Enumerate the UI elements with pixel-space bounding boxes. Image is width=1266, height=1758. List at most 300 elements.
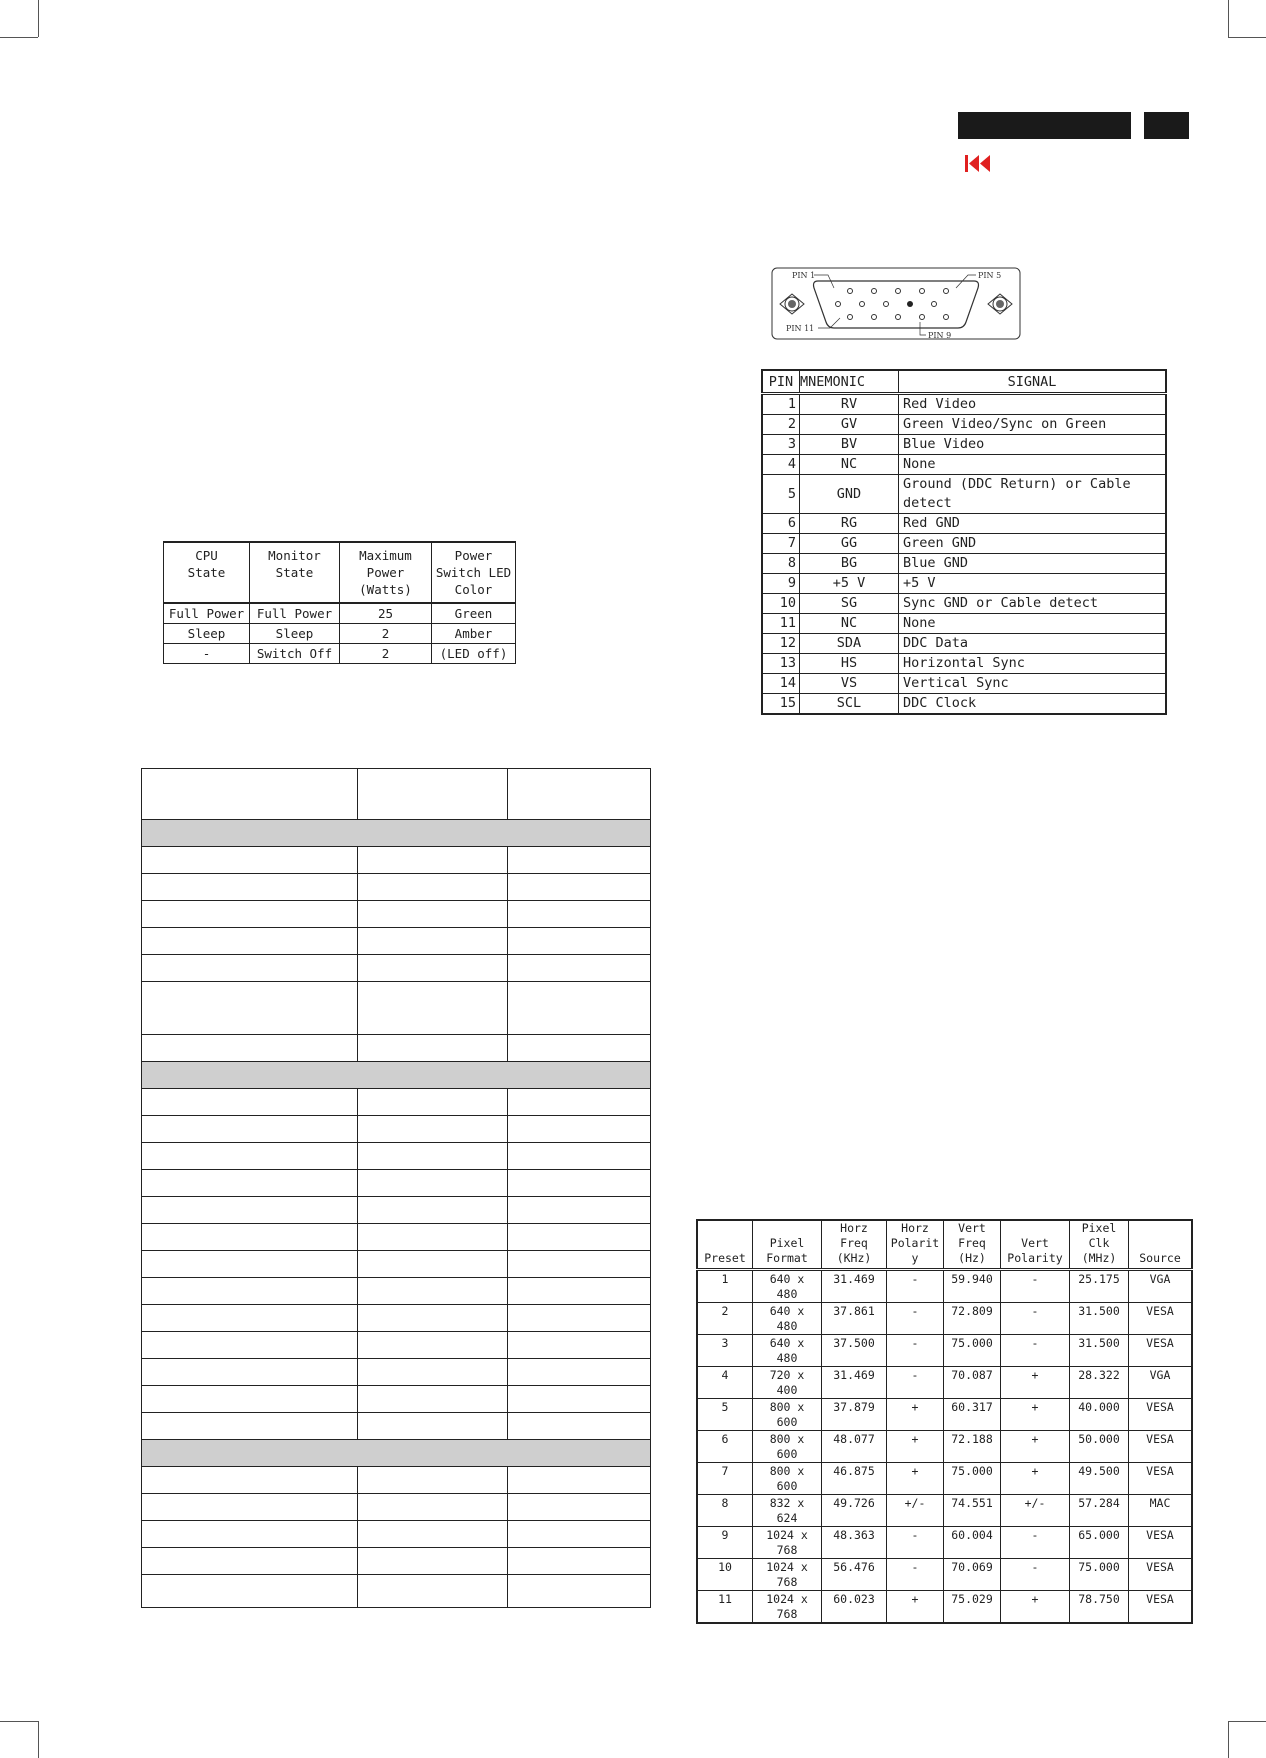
table-row (697, 1270, 1192, 1303)
table-cell (358, 1116, 508, 1143)
table-row (142, 1332, 651, 1359)
pin-signal: None (899, 614, 1167, 634)
timing-pixel-clk: 57.284 (1070, 1495, 1129, 1527)
table-row (697, 1335, 1192, 1367)
timing-horz-polarity: - (887, 1367, 944, 1399)
pin-signal: DDC Clock (899, 694, 1167, 715)
timing-horz-freq: 48.077 (822, 1431, 887, 1463)
table-cell (358, 1278, 508, 1305)
table-row (762, 514, 1166, 534)
table-row (762, 674, 1166, 694)
table-cell: 2 (340, 624, 432, 644)
table-cell (142, 1251, 358, 1278)
mount-hole-right (988, 294, 1012, 314)
table-row (142, 928, 651, 955)
timing-horz-polarity: + (887, 1431, 944, 1463)
crop-mark-bottom-left-h (0, 1721, 38, 1722)
table-row (762, 534, 1166, 554)
table-cell (142, 874, 358, 901)
pin-mnemonic: HS (800, 654, 899, 674)
timing-horz-polarity: + (887, 1591, 944, 1624)
table-cell (142, 1089, 358, 1116)
pin-number: 4 (762, 455, 800, 475)
table-row (142, 1143, 651, 1170)
timing-vert-freq: 75.000 (944, 1335, 1001, 1367)
table-cell (142, 1359, 358, 1386)
timing-horz-freq: 31.469 (822, 1270, 887, 1303)
table-row (762, 694, 1166, 715)
table-cell (508, 1548, 651, 1575)
timing-pixel-format: 720 x 400 (753, 1367, 822, 1399)
power-header-led-color: Power Switch LED Color (432, 542, 516, 603)
table-cell (142, 1332, 358, 1359)
table-cell: 25 (340, 603, 432, 624)
timing-vert-freq: 70.087 (944, 1367, 1001, 1399)
table-row (164, 644, 516, 664)
table-cell (508, 1359, 651, 1386)
table-cell: Switch Off (250, 644, 340, 664)
pin-header-pin: PIN (762, 370, 800, 394)
table-cell (508, 1413, 651, 1440)
timing-preset: 8 (697, 1495, 753, 1527)
table-cell (508, 1386, 651, 1413)
pin-mnemonic: RV (800, 394, 899, 415)
pin-mnemonic: SG (800, 594, 899, 614)
table-row (142, 1548, 651, 1575)
timing-pixel-format: 640 x 480 (753, 1335, 822, 1367)
skip-back-icon[interactable] (964, 154, 992, 173)
table-cell (358, 1413, 508, 1440)
table-row (697, 1431, 1192, 1463)
timing-source: VESA (1129, 1559, 1193, 1591)
timing-preset: 10 (697, 1559, 753, 1591)
table-cell (508, 928, 651, 955)
crop-mark-top-right-h (1228, 37, 1266, 38)
table-row (142, 769, 651, 820)
table-row (762, 475, 1166, 514)
table-cell (508, 1035, 651, 1062)
table-cell (142, 1035, 358, 1062)
table-row (142, 1170, 651, 1197)
timing-horz-freq: 37.879 (822, 1399, 887, 1431)
table-row (142, 982, 651, 1035)
timing-preset: 5 (697, 1399, 753, 1431)
pin-mnemonic: GG (800, 534, 899, 554)
pin-mnemonic: NC (800, 455, 899, 475)
table-cell (142, 982, 358, 1035)
pin-signal: Sync GND or Cable detect (899, 594, 1167, 614)
header-bar-page (1144, 112, 1189, 139)
crop-mark-top-right-v (1228, 0, 1229, 37)
timing-source: VESA (1129, 1303, 1193, 1335)
table-cell (508, 1116, 651, 1143)
timing-pixel-clk: 25.175 (1070, 1270, 1129, 1303)
table-row (142, 1386, 651, 1413)
table-cell (508, 1494, 651, 1521)
timing-preset: 7 (697, 1463, 753, 1495)
table-cell: Full Power (164, 603, 250, 624)
table-cell (508, 1251, 651, 1278)
pin-signal: Green GND (899, 534, 1167, 554)
timing-pixel-format: 1024 x 768 (753, 1527, 822, 1559)
table-cell (508, 1575, 651, 1608)
table-row (142, 1251, 651, 1278)
pin-number: 8 (762, 554, 800, 574)
table-cell (508, 769, 651, 820)
timing-source: VESA (1129, 1591, 1193, 1624)
timing-vert-freq: 74.551 (944, 1495, 1001, 1527)
table-row (142, 1278, 651, 1305)
table-row (762, 554, 1166, 574)
dsub-connector-diagram (770, 266, 1022, 342)
timing-header-horz-freq: Horz Freq (KHz) (822, 1220, 887, 1270)
pin-signal: Blue Video (899, 435, 1167, 455)
table-cell (142, 1197, 358, 1224)
section-band (142, 1440, 651, 1467)
timing-horz-freq: 49.726 (822, 1495, 887, 1527)
timing-vert-polarity: + (1001, 1463, 1070, 1495)
table-cell (142, 1386, 358, 1413)
power-header-max-power: Maximum Power (Watts) (340, 542, 432, 603)
table-row (762, 455, 1166, 475)
timing-horz-freq: 37.861 (822, 1303, 887, 1335)
timing-source: VGA (1129, 1270, 1193, 1303)
timing-preset: 11 (697, 1591, 753, 1624)
table-cell (142, 1413, 358, 1440)
timing-pixel-clk: 65.000 (1070, 1527, 1129, 1559)
pin-signal: Blue GND (899, 554, 1167, 574)
section-band (142, 820, 651, 847)
timing-source: VESA (1129, 1463, 1193, 1495)
table-cell (358, 1305, 508, 1332)
pin-mnemonic: NC (800, 614, 899, 634)
pin-signal: Red Video (899, 394, 1167, 415)
pin-mnemonic: SCL (800, 694, 899, 715)
table-cell (358, 1332, 508, 1359)
power-table-header (164, 542, 516, 603)
timing-pixel-clk: 28.322 (1070, 1367, 1129, 1399)
timing-vert-polarity: + (1001, 1431, 1070, 1463)
table-row (142, 847, 651, 874)
pin-signal: +5 V (899, 574, 1167, 594)
table-cell (142, 1305, 358, 1332)
table-row (762, 594, 1166, 614)
crop-mark-top-left-h (0, 37, 38, 38)
pin-number: 10 (762, 594, 800, 614)
timing-pixel-format: 1024 x 768 (753, 1559, 822, 1591)
table-cell (508, 1278, 651, 1305)
table-row (697, 1303, 1192, 1335)
pin-number: 6 (762, 514, 800, 534)
table-cell (358, 1197, 508, 1224)
timing-pixel-clk: 40.000 (1070, 1399, 1129, 1431)
timing-horz-freq: 37.500 (822, 1335, 887, 1367)
timing-pixel-format: 640 x 480 (753, 1303, 822, 1335)
table-cell (508, 1332, 651, 1359)
table-row (762, 415, 1166, 435)
pin-number: 14 (762, 674, 800, 694)
crop-mark-bottom-left-v (38, 1721, 39, 1758)
table-row (697, 1399, 1192, 1431)
timing-horz-polarity: - (887, 1559, 944, 1591)
table-cell (358, 1359, 508, 1386)
header-bar-title (958, 112, 1131, 139)
label-pin1: PIN 1 (792, 271, 816, 280)
timing-horz-freq: 56.476 (822, 1559, 887, 1591)
timing-vert-polarity: + (1001, 1591, 1070, 1624)
timing-source: VESA (1129, 1431, 1193, 1463)
table-cell (358, 901, 508, 928)
table-cell (142, 1494, 358, 1521)
pin-number: 13 (762, 654, 800, 674)
table-row (697, 1463, 1192, 1495)
timing-header-vert-polarity: Vert Polarity (1001, 1220, 1070, 1270)
table-cell (142, 847, 358, 874)
table-row (697, 1591, 1192, 1624)
timing-pixel-clk: 50.000 (1070, 1431, 1129, 1463)
timing-pixel-format: 800 x 600 (753, 1463, 822, 1495)
timing-vert-polarity: + (1001, 1399, 1070, 1431)
table-cell: - (164, 644, 250, 664)
timing-header-horz-polarity: Horz Polarit y (887, 1220, 944, 1270)
table-cell: Sleep (250, 624, 340, 644)
table-cell (142, 1548, 358, 1575)
table-row (164, 624, 516, 644)
table-row (142, 955, 651, 982)
table-row (762, 654, 1166, 674)
table-cell (142, 1575, 358, 1608)
pin-number: 3 (762, 435, 800, 455)
table-cell (508, 1143, 651, 1170)
table-cell (142, 769, 358, 820)
table-row (762, 634, 1166, 654)
table-cell: Green (432, 603, 516, 624)
power-header-monitor-state: Monitor State (250, 542, 340, 603)
timing-source: MAC (1129, 1495, 1193, 1527)
table-row (142, 901, 651, 928)
table-cell (358, 1386, 508, 1413)
power-management-table (163, 541, 516, 664)
pin-number: 12 (762, 634, 800, 654)
pin-signal: Red GND (899, 514, 1167, 534)
pin-number: 15 (762, 694, 800, 715)
pin-row-bottom (848, 315, 949, 320)
pin-signal: Vertical Sync (899, 674, 1167, 694)
timing-vert-polarity: - (1001, 1303, 1070, 1335)
table-cell (142, 955, 358, 982)
table-row (697, 1495, 1192, 1527)
table-cell (508, 1467, 651, 1494)
table-row (142, 1197, 651, 1224)
timing-vert-freq: 60.317 (944, 1399, 1001, 1431)
pin-number: 9 (762, 574, 800, 594)
pin-mnemonic: SDA (800, 634, 899, 654)
timing-source: VGA (1129, 1367, 1193, 1399)
table-cell (508, 1305, 651, 1332)
timing-source: VESA (1129, 1399, 1193, 1431)
table-cell (358, 1575, 508, 1608)
timing-pixel-clk: 75.000 (1070, 1559, 1129, 1591)
table-cell (142, 1440, 651, 1467)
timing-pixel-clk: 31.500 (1070, 1335, 1129, 1367)
table-cell (358, 769, 508, 820)
pin-mnemonic: VS (800, 674, 899, 694)
pin-number: 2 (762, 415, 800, 435)
timing-horz-freq: 31.469 (822, 1367, 887, 1399)
crop-mark-bottom-right-h (1228, 1721, 1266, 1722)
table-cell (142, 1116, 358, 1143)
pin-mnemonic: GV (800, 415, 899, 435)
timing-horz-polarity: + (887, 1399, 944, 1431)
timing-horz-freq: 46.875 (822, 1463, 887, 1495)
pin-mnemonic: GND (800, 475, 899, 514)
pin-signal: None (899, 455, 1167, 475)
timing-header-source: Source (1129, 1220, 1193, 1270)
table-row (697, 1559, 1192, 1591)
table-row (142, 1089, 651, 1116)
table-cell (358, 955, 508, 982)
timing-preset: 9 (697, 1527, 753, 1559)
timing-vert-freq: 60.004 (944, 1527, 1001, 1559)
timing-source: VESA (1129, 1335, 1193, 1367)
table-cell (508, 1197, 651, 1224)
table-row (762, 435, 1166, 455)
pin-mnemonic: +5 V (800, 574, 899, 594)
pin-mnemonic: BV (800, 435, 899, 455)
pin-signal: Green Video/Sync on Green (899, 415, 1167, 435)
timing-preset: 6 (697, 1431, 753, 1463)
table-cell (142, 820, 651, 847)
table-cell: Full Power (250, 603, 340, 624)
timing-vert-polarity: - (1001, 1335, 1070, 1367)
table-row (142, 1035, 651, 1062)
timing-preset: 3 (697, 1335, 753, 1367)
timing-header-preset: Preset (697, 1220, 753, 1270)
timing-vert-freq: 72.809 (944, 1303, 1001, 1335)
timing-preset: 4 (697, 1367, 753, 1399)
table-row (142, 1413, 651, 1440)
pin-table-header (762, 370, 1166, 394)
pin-number: 5 (762, 475, 800, 514)
timing-horz-polarity: - (887, 1303, 944, 1335)
timing-preset: 2 (697, 1303, 753, 1335)
crop-mark-top-left-v (38, 0, 39, 37)
label-pin9: PIN 9 (928, 331, 952, 340)
table-cell (508, 1521, 651, 1548)
table-cell (358, 1035, 508, 1062)
table-cell (142, 1278, 358, 1305)
table-cell (358, 1548, 508, 1575)
power-header-cpu-state: CPU State (164, 542, 250, 603)
timing-horz-freq: 60.023 (822, 1591, 887, 1624)
table-cell (142, 1170, 358, 1197)
table-cell (358, 928, 508, 955)
table-row (762, 574, 1166, 594)
table-row (762, 394, 1166, 415)
table-cell (358, 874, 508, 901)
table-row (142, 1305, 651, 1332)
pin-signal: Horizontal Sync (899, 654, 1167, 674)
table-row (164, 603, 516, 624)
pin-assignment-table (761, 369, 1167, 715)
timing-pixel-clk: 78.750 (1070, 1591, 1129, 1624)
table-cell (358, 1170, 508, 1197)
table-cell (508, 982, 651, 1035)
table-cell (358, 1467, 508, 1494)
pin-header-mnemonic: MNEMONIC (800, 370, 899, 394)
timing-pixel-format: 800 x 600 (753, 1399, 822, 1431)
timing-pixel-clk: 31.500 (1070, 1303, 1129, 1335)
table-row (142, 1359, 651, 1386)
table-row (142, 1116, 651, 1143)
timing-pixel-format: 640 x 480 (753, 1270, 822, 1303)
timing-vert-polarity: - (1001, 1270, 1070, 1303)
timing-pixel-format: 1024 x 768 (753, 1591, 822, 1624)
pin-signal: Ground (DDC Return) or Cable detect (899, 475, 1167, 514)
timing-header-pixel-clk: Pixel Clk (MHz) (1070, 1220, 1129, 1270)
table-cell: (LED off) (432, 644, 516, 664)
table-row (142, 874, 651, 901)
table-cell (508, 847, 651, 874)
timing-horz-polarity: +/- (887, 1495, 944, 1527)
table-cell: Amber (432, 624, 516, 644)
table-cell (142, 901, 358, 928)
table-row (142, 1494, 651, 1521)
table-row (142, 1521, 651, 1548)
table-row (697, 1367, 1192, 1399)
timing-horz-polarity: + (887, 1463, 944, 1495)
table-cell: 2 (340, 644, 432, 664)
table-cell (358, 1251, 508, 1278)
table-row (142, 1575, 651, 1608)
table-cell (508, 955, 651, 982)
table-cell (358, 1224, 508, 1251)
table-cell: Sleep (164, 624, 250, 644)
table-cell (358, 1494, 508, 1521)
timing-vert-freq: 75.029 (944, 1591, 1001, 1624)
specification-table-blank (141, 768, 651, 1608)
timing-horz-polarity: - (887, 1335, 944, 1367)
crop-mark-bottom-right-v (1228, 1721, 1229, 1758)
timing-source: VESA (1129, 1527, 1193, 1559)
table-cell (508, 901, 651, 928)
mount-hole-left (780, 294, 804, 314)
table-row (762, 614, 1166, 634)
table-cell (358, 1143, 508, 1170)
pin-number: 11 (762, 614, 800, 634)
timing-pixel-clk: 49.500 (1070, 1463, 1129, 1495)
table-cell (142, 1062, 651, 1089)
timing-vert-polarity: - (1001, 1559, 1070, 1591)
pin-row-middle (836, 301, 937, 307)
timing-horz-polarity: - (887, 1527, 944, 1559)
table-cell (358, 847, 508, 874)
table-cell (508, 1089, 651, 1116)
timing-pixel-format: 832 x 624 (753, 1495, 822, 1527)
table-cell (508, 1224, 651, 1251)
timing-vert-polarity: +/- (1001, 1495, 1070, 1527)
timing-preset: 1 (697, 1270, 753, 1303)
table-cell (142, 1521, 358, 1548)
pin-number: 1 (762, 394, 800, 415)
timing-vert-freq: 70.069 (944, 1559, 1001, 1591)
table-cell (508, 1170, 651, 1197)
pin-mnemonic: BG (800, 554, 899, 574)
pin-row-top (848, 289, 949, 294)
timing-header-pixel-format: Pixel Format (753, 1220, 822, 1270)
table-cell (358, 1521, 508, 1548)
table-row (142, 1224, 651, 1251)
